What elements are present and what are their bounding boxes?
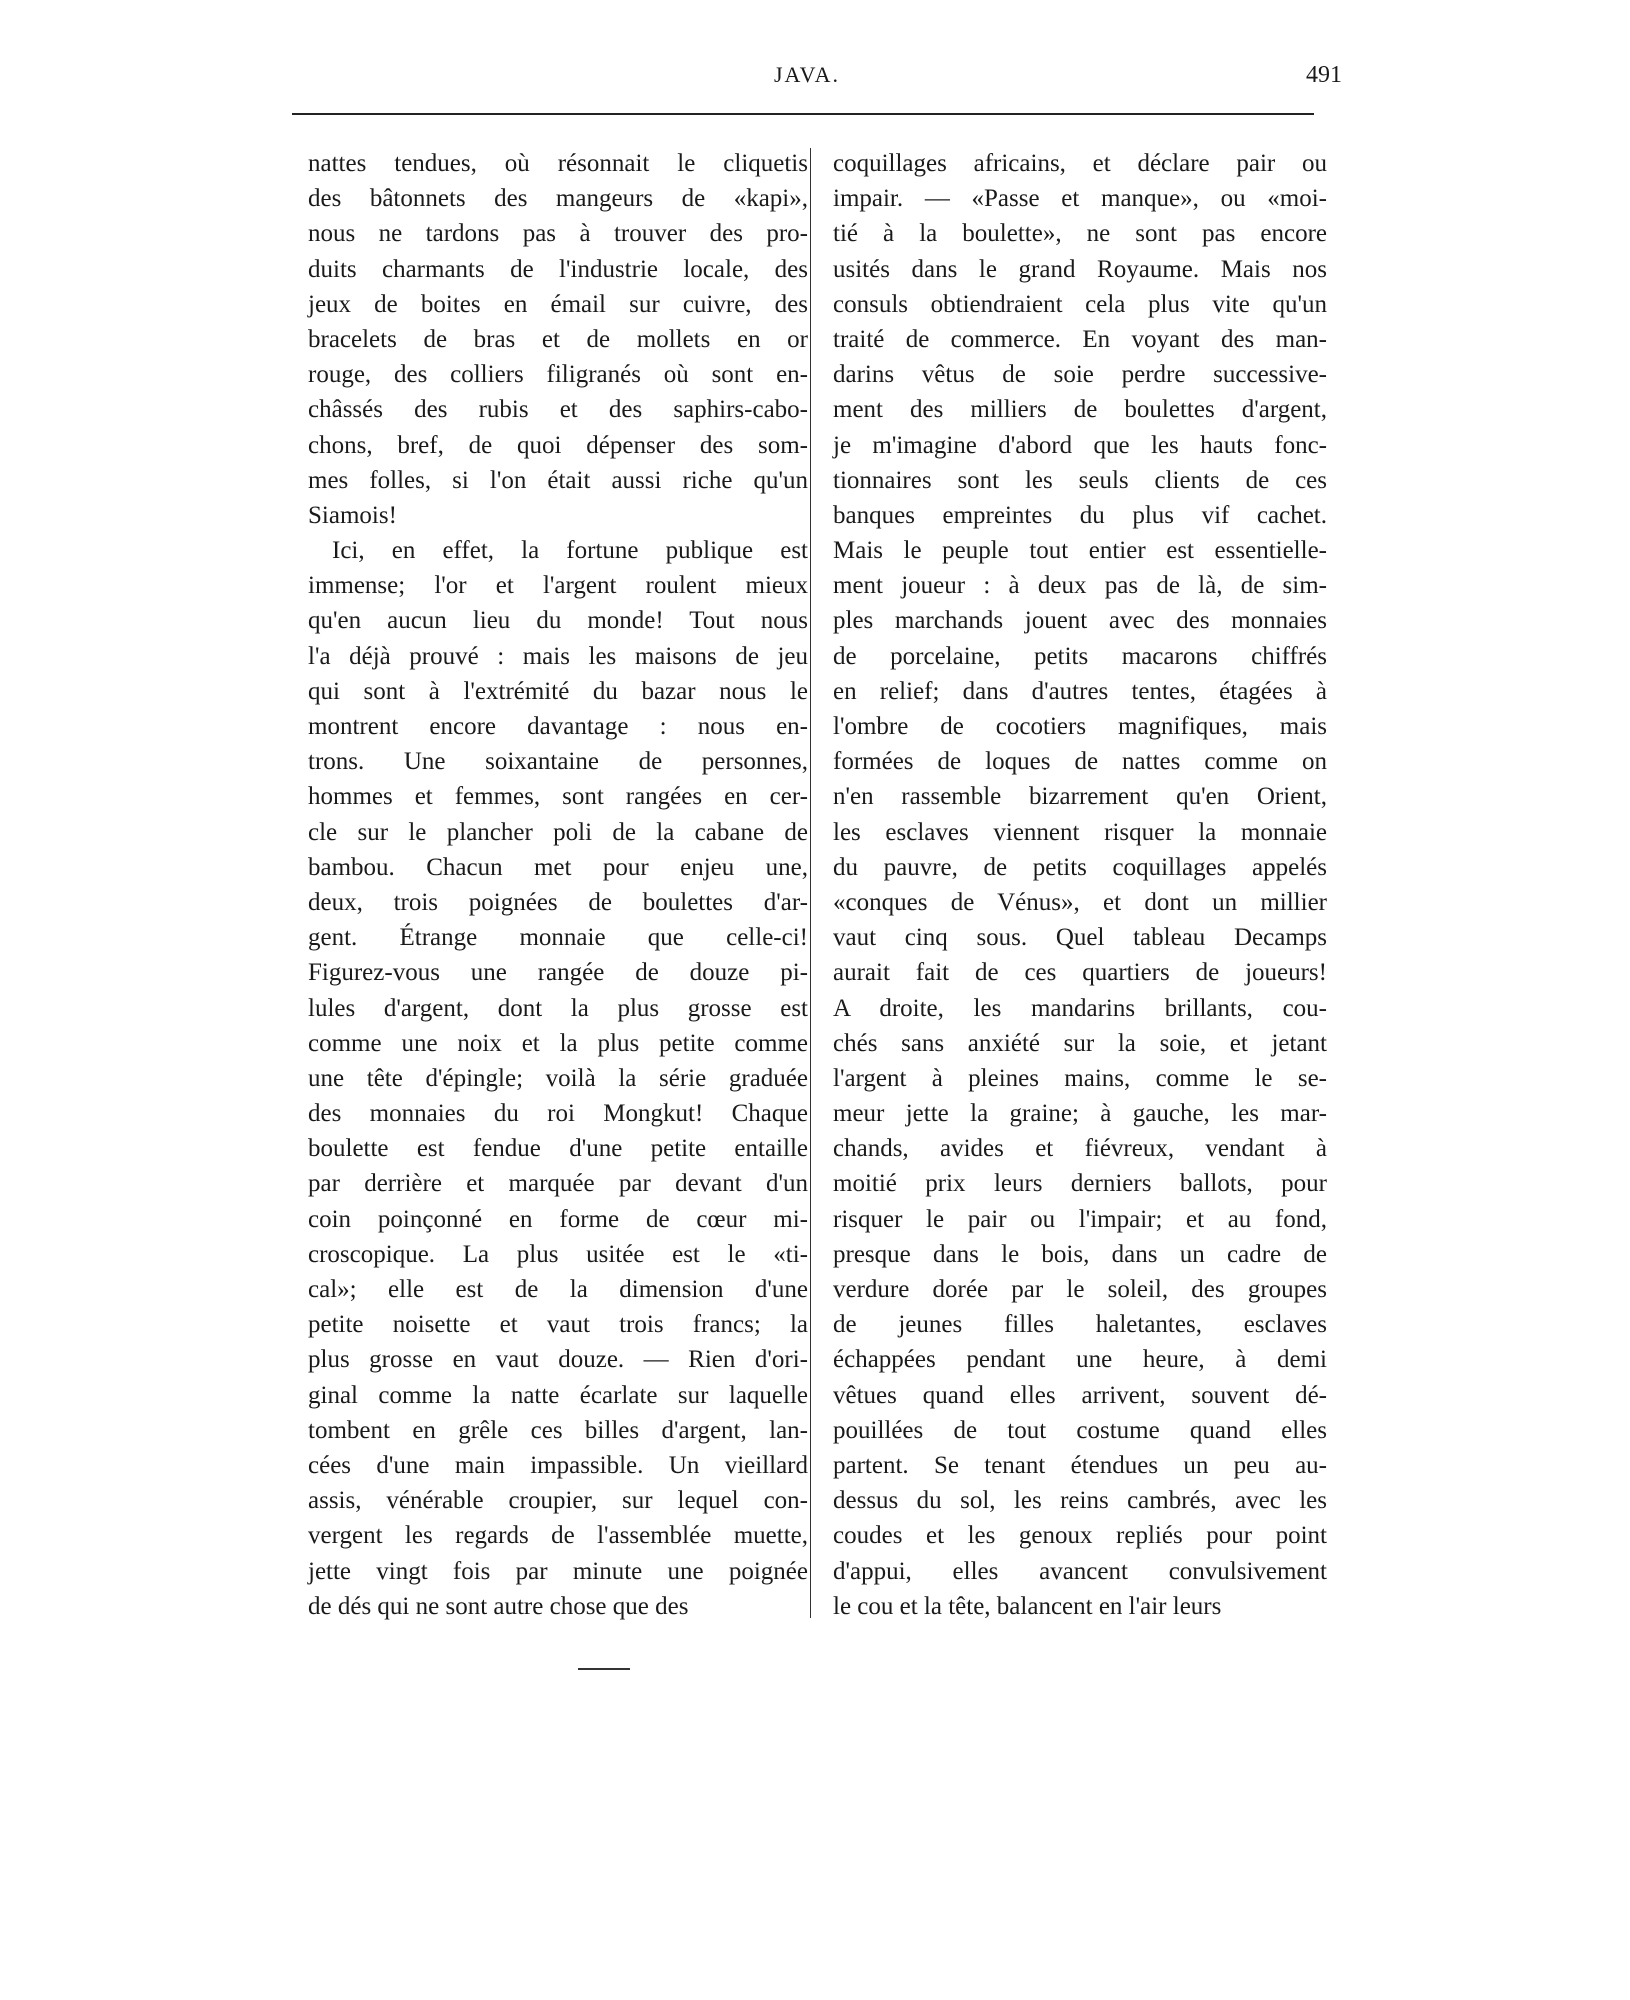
text-line: nous ne tardons pas à trouver des pro- <box>308 220 808 248</box>
text-line: croscopique. La plus usitée est le «ti- <box>308 1240 808 1268</box>
footer-ornament <box>578 1668 630 1670</box>
text-line: meur jette la graine; à gauche, les mar- <box>833 1100 1327 1128</box>
text-line: impair. — «Passe et manque», ou «moi- <box>833 185 1327 213</box>
text-line: ginal comme la natte écarlate sur laquelle <box>308 1381 808 1409</box>
text-line: chés sans anxiété sur la soie, et jetant <box>833 1029 1327 1057</box>
text-line: cle sur le plancher poli de la cabane de <box>308 818 808 846</box>
text-line: immense; l'or et l'argent roulent mieux <box>308 572 808 600</box>
text-line: l'a déjà prouvé : mais les maisons de jeu <box>308 642 808 670</box>
text-line: verdure dorée par le soleil, des groupes <box>833 1276 1327 1303</box>
text-line: darins vêtus de soie perdre successive- <box>833 361 1327 389</box>
text-line: usités dans le grand Royaume. Mais nos <box>833 255 1327 283</box>
text-line: jette vingt fois par minute une poignée <box>308 1557 808 1585</box>
text-line: tionnaires sont les seuls clients de ces <box>833 466 1327 494</box>
text-line: boulette est fendue d'une petite entaille <box>308 1135 808 1163</box>
text-line: petite noisette et vaut trois francs; la <box>308 1311 808 1339</box>
text-line: partent. Se tenant étendues un peu au- <box>833 1451 1327 1479</box>
text-line: traité de commerce. En voyant des man- <box>833 325 1327 353</box>
running-head <box>0 62 1630 102</box>
text-line: qui sont à l'extrémité du bazar nous le <box>308 677 808 705</box>
text-line: formées de loques de nattes comme on <box>833 748 1327 776</box>
text-line: je m'imagine d'abord que les hauts fonc- <box>833 431 1327 459</box>
text-line: chands, avides et fiévreux, vendant à <box>833 1135 1327 1163</box>
text-line: du pauvre, de petits coquillages appelés <box>833 853 1327 881</box>
text-line: jeux de boites en émail sur cuivre, des <box>308 290 808 318</box>
text-line: vergent les regards de l'assemblée muette, <box>308 1522 808 1550</box>
text-line: duits charmants de l'industrie locale, des <box>308 255 808 283</box>
text-line: Ici, en effet, la fortune publique est <box>332 537 808 565</box>
text-line: pouillées de tout costume quand elles <box>833 1416 1327 1444</box>
text-line: cées d'une main impassible. Un vieillard <box>308 1451 808 1479</box>
text-line: ment des milliers de boulettes d'argent, <box>833 396 1327 424</box>
text-line: coin poinçonné en forme de cœur mi- <box>308 1205 808 1233</box>
text-line: lules d'argent, dont la plus grosse est <box>308 994 808 1022</box>
text-line: de porcelaine, petits macarons chiffrés <box>833 642 1327 670</box>
page-number: 491 <box>1306 62 1342 88</box>
text-line: châssés des rubis et des saphirs-cabo- <box>308 396 808 424</box>
text-line: aurait fait de ces quartiers de joueurs! <box>833 959 1327 987</box>
text-line: rouge, des colliers filigranés où sont en- <box>308 361 808 389</box>
text-line: chons, bref, de quoi dépenser des som- <box>308 431 808 459</box>
text-line: coquillages africains, et déclare pair ou <box>833 150 1327 177</box>
text-line: une tête d'épingle; voilà la série graduée <box>308 1064 808 1092</box>
text-line: gent. Étrange monnaie que celle-ci! <box>308 924 808 952</box>
text-line: dessus du sol, les reins cambrés, avec les <box>833 1487 1327 1515</box>
text-line: tombent en grêle ces billes d'argent, lan- <box>308 1416 808 1444</box>
text-line: A droite, les mandarins brillants, cou- <box>833 994 1327 1022</box>
text-line: plus grosse en vaut douze. — Rien d'ori- <box>308 1346 808 1374</box>
header-rule <box>292 113 1314 115</box>
text-line: par derrière et marquée par devant d'un <box>308 1170 808 1198</box>
text-line: échappées pendant une heure, à demi <box>833 1346 1327 1374</box>
text-line: trons. Une soixantaine de personnes, <box>308 748 808 776</box>
text-line: qu'en aucun lieu du monde! Tout nous <box>308 607 808 635</box>
text-line: en relief; dans d'autres tentes, étagées à <box>833 677 1327 705</box>
text-line: Siamois! <box>308 501 397 529</box>
text-line: les esclaves viennent risquer la monnaie <box>833 818 1327 846</box>
text-line: banques empreintes du plus vif cachet. <box>833 501 1327 529</box>
text-line: tié à la boulette», ne sont pas encore <box>833 220 1327 248</box>
left-column <box>308 146 808 1624</box>
running-head-title: JAVA. <box>774 62 841 87</box>
text-line: ment joueur : à deux pas de là, de sim- <box>833 572 1327 600</box>
text-line: mes folles, si l'on était aussi riche qu'un <box>308 466 808 494</box>
text-line: ples marchands jouent avec des monnaies <box>833 607 1327 635</box>
text-line: coudes et les genoux repliés pour point <box>833 1522 1327 1550</box>
text-line: moitié prix leurs derniers ballots, pour <box>833 1170 1327 1198</box>
text-line: montrent encore davantage : nous en- <box>308 713 808 740</box>
text-line: des bâtonnets des mangeurs de «kapi», <box>308 185 808 213</box>
text-line: assis, vénérable croupier, sur lequel con- <box>308 1487 808 1515</box>
text-line: d'appui, elles avancent convulsivement <box>833 1557 1327 1585</box>
text-line: le cou et la tête, balancent en l'air leurs <box>833 1592 1222 1620</box>
text-line: nattes tendues, où résonnait le cliquetis <box>308 150 808 177</box>
text-line: vêtues quand elles arrivent, souvent dé- <box>833 1381 1327 1409</box>
text-line: deux, trois poignées de boulettes d'ar- <box>308 888 808 916</box>
text-line: bracelets de bras et de mollets en or <box>308 325 808 353</box>
text-line: n'en rassemble bizarrement qu'en Orient, <box>833 783 1327 811</box>
column-divider <box>810 148 811 1618</box>
text-line: comme une noix et la plus petite comme <box>308 1029 808 1057</box>
text-line: «conques de Vénus», et dont un millier <box>833 888 1327 916</box>
text-line: presque dans le bois, dans un cadre de <box>833 1240 1327 1268</box>
text-line: de dés qui ne sont autre chose que des <box>308 1592 689 1620</box>
text-line: de jeunes filles haletantes, esclaves <box>833 1311 1327 1339</box>
text-line: vaut cinq sous. Quel tableau Decamps <box>833 924 1327 952</box>
text-line: cal»; elle est de la dimension d'une <box>308 1276 808 1303</box>
text-line: risquer le pair ou l'impair; et au fond, <box>833 1205 1327 1233</box>
text-line: l'ombre de cocotiers magnifiques, mais <box>833 713 1327 740</box>
text-line: l'argent à pleines mains, comme le se- <box>833 1064 1327 1092</box>
text-line: des monnaies du roi Mongkut! Chaque <box>308 1100 808 1128</box>
text-line: Figurez-vous une rangée de douze pi- <box>308 959 808 987</box>
text-line: Mais le peuple tout entier est essentielle- <box>833 537 1327 565</box>
text-line: hommes et femmes, sont rangées en cer- <box>308 783 808 811</box>
text-line: consuls obtiendraient cela plus vite qu'un <box>833 290 1327 318</box>
right-column <box>833 146 1327 1624</box>
text-line: bambou. Chacun met pour enjeu une, <box>308 853 808 881</box>
